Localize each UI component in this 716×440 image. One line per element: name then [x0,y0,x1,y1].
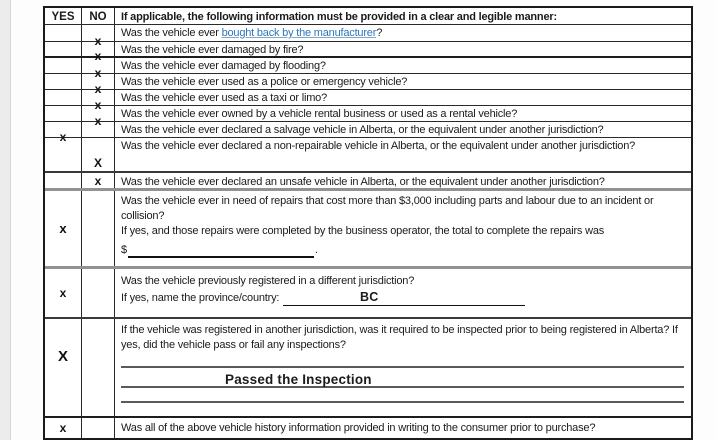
yes-cell [45,42,82,56]
no-cell [82,138,115,171]
no-mark: x [94,114,102,128]
question-text-suffix: ? [376,27,383,39]
no-cell [82,269,115,317]
question-cell [115,122,691,137]
question-text: If the vehicle was registered in another jurisdiction, was it required to be inspected prior to being registered in Alberta? If yes, did the vehicle pass or fail any inspections? [121,324,678,351]
question-cell [115,319,692,416]
dollar-sign: $ [121,244,127,256]
question-text: Was the vehicle ever declared a non-repairable vehicle in Alberta, or the equivalent under another jurisdiction? [121,140,636,152]
question-cell [115,58,691,73]
no-mark: x [94,34,102,48]
table-row-flooding [45,58,691,80]
repair-total-field[interactable] [128,242,314,258]
question-text: Was the vehicle previously registered in a different jurisdiction? [121,275,415,287]
yes-cell [45,25,82,41]
yes-cell [45,269,82,317]
yes-column-header [45,8,82,25]
page-margin-strip [0,0,11,440]
question-text: Was the vehicle ever damaged by fire? [121,44,304,56]
question-cell [115,191,691,266]
province-label: If yes, name the province/country: [121,292,280,304]
question-text: Was the vehicle ever used as a taxi or limo? [121,92,328,104]
yes-cell [45,74,82,89]
no-cell [82,191,115,266]
yes-mark: x [59,286,67,300]
period: . [314,244,318,256]
question-cell [115,173,691,188]
table-title-cell [115,8,691,25]
yes-cell [45,122,82,144]
table-row-salvage [45,122,691,144]
table-row-police [45,74,691,96]
question-text-2: If yes, and those repairs were completed by the business operator, the total to complete the repairs was [121,225,605,237]
no-mark: x [94,82,102,96]
table-row-fire [45,42,691,63]
yes-mark: x [59,421,67,435]
no-cell [82,173,115,188]
table-header-row [45,8,691,25]
yes-cell [45,191,82,266]
yes-header-label: YES [51,10,75,23]
question-text: Was the vehicle ever declared an unsafe vehicle in Alberta, or the equivalent under another jurisdiction? [121,176,605,188]
question-text: Was the vehicle ever used as a police or emergency vehicle? [121,76,408,88]
table-row-bought-back [45,25,691,48]
question-text: Was the vehicle ever declared a salvage vehicle in Alberta, or the equivalent under another jurisdiction? [121,124,604,136]
yes-mark: x [59,220,67,236]
yes-mark: X [57,348,68,365]
question-cell [115,269,691,317]
no-mark: x [94,66,102,80]
answer-line-3 [121,401,684,403]
yes-cell [45,319,82,416]
question-text: Was the vehicle ever owned by a vehicle rental business or used as a rental vehicle? [121,108,518,120]
table-row-unsafe [45,173,691,191]
province-field[interactable]: BC [283,290,525,306]
bought-back-link[interactable]: bought back by the manufacturer [221,27,377,39]
question-cell [115,138,691,171]
question-text: Was the vehicle ever in need of repairs that cost more than $3,000 including parts and labour due to an incident or collision? [121,195,654,222]
question-cell [115,106,691,121]
yes-mark: x [59,130,67,144]
yes-cell [45,58,82,73]
table-title: If applicable, the following information must be provided in a clear and legible manner: [121,11,557,23]
yes-cell [45,106,82,121]
province-line [121,290,683,306]
question-cell [115,74,691,89]
answer-line-1 [121,366,684,368]
yes-cell [45,90,82,105]
yes-cell [45,173,82,188]
no-header-label: NO [89,10,107,23]
repair-total-line [121,241,683,258]
table-row-previously-registered [45,269,691,319]
no-mark: x [94,173,102,188]
table-row-taxi [45,90,691,112]
no-column-header [82,8,115,25]
no-mark: x [94,49,102,63]
no-mark: X [93,156,102,170]
question-text: Was the vehicle ever [121,27,222,39]
table-row-provided-in-writing [45,418,691,438]
table-row-non-repairable [45,138,691,173]
inspection-answer-field[interactable]: Passed the Inspection [121,371,684,388]
no-cell [82,25,115,48]
question-cell [115,90,691,105]
no-mark: x [94,98,102,112]
question-text: Was all of the above vehicle history information provided in writing to the consumer prior to purchase? [121,422,596,434]
table-row-inspection [45,319,691,418]
table-row-repairs [45,191,691,269]
no-cell [82,418,115,438]
question-cell [115,25,691,41]
table-row-rental [45,106,691,128]
question-cell [115,418,691,438]
yes-cell [45,418,82,438]
vehicle-history-table [43,6,693,440]
no-cell [82,319,115,416]
question-text: Was the vehicle ever damaged by flooding? [121,60,326,72]
question-cell [115,42,691,56]
